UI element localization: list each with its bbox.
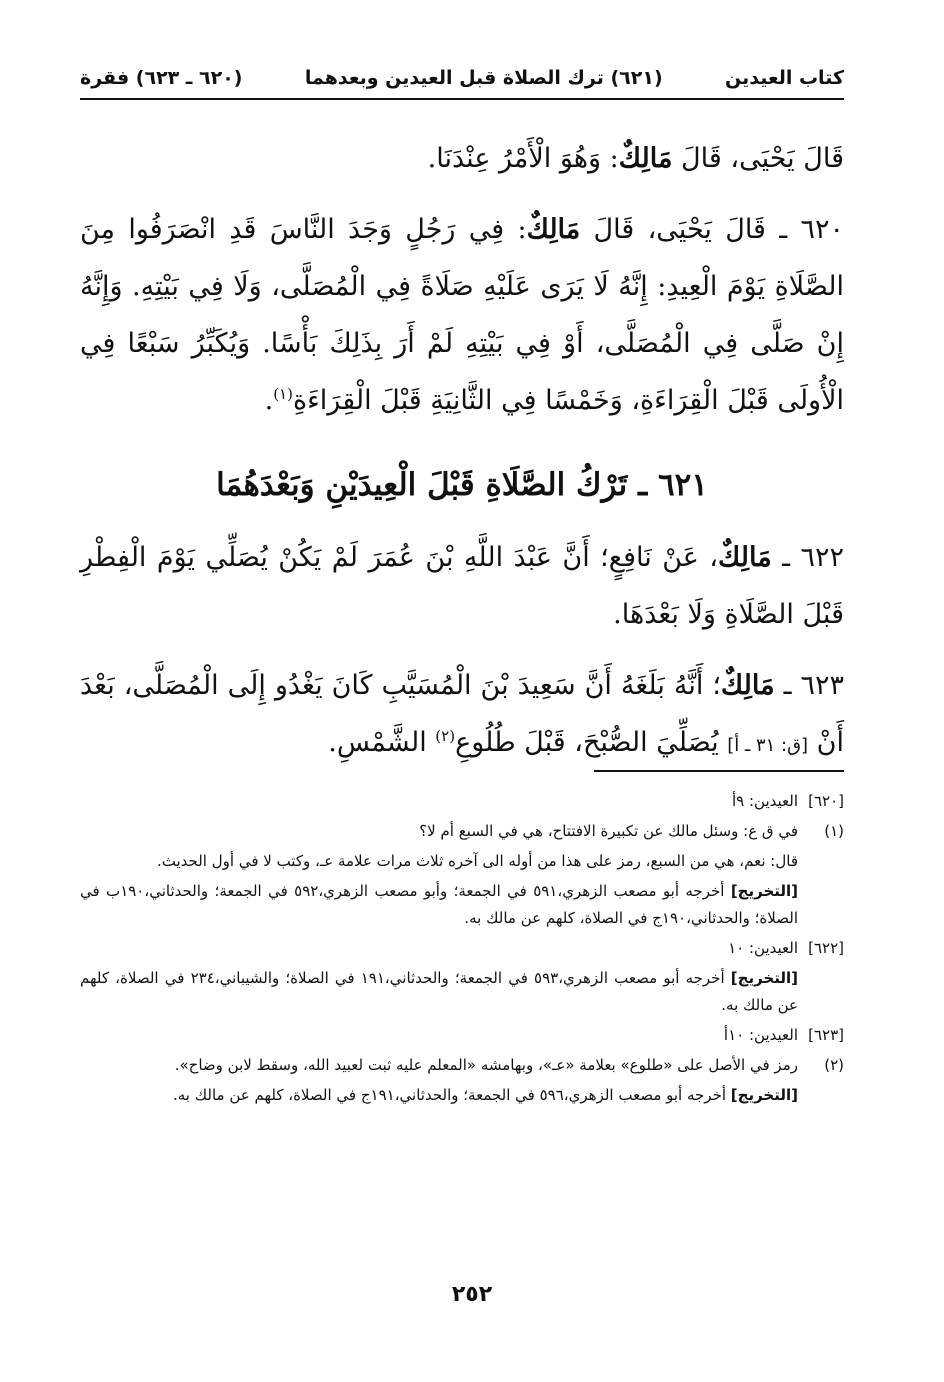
footnote-mark: [٦٢٠] <box>808 792 844 810</box>
footnote-mark: (٢) <box>824 1056 844 1074</box>
name-malik: مَالِكٌ <box>526 214 581 245</box>
footnote-text: في ق ع: وسئل مالك عن تكبيرة الافتتاح، هي في السبع أم لا؟ <box>419 822 798 840</box>
takhrij-622 <box>80 965 844 1019</box>
footnotes <box>80 788 844 1112</box>
takhrij-2 <box>80 1082 844 1109</box>
paragraph-622 <box>80 529 844 643</box>
text-segment: ؛ أَنَّهُ بَلَغَهُ أَنَّ سَعِيدَ بْنَ الْمُسَيَّبِ كَانَ يَغْدُو إِلَى الْمُصَلَّى، بَعْدَ أَنْ <box>80 670 844 758</box>
footnote-622 <box>80 935 844 962</box>
running-header <box>80 58 844 100</box>
footnote-mark: [٦٢٣] <box>808 1026 844 1044</box>
paragraph-623 <box>80 657 844 774</box>
takhrij-1 <box>80 878 844 932</box>
name-malik: مَالِكٌ <box>618 143 673 174</box>
manuscript-folio-ref: [ق: ٣١ ـ أ] <box>727 735 809 756</box>
text-segment: ٦٢٢ ـ <box>771 542 844 573</box>
footnote-2 <box>80 1052 844 1079</box>
header-book-title: كتاب العيدين <box>725 67 844 89</box>
chapter-heading-621: ٦٢١ ـ تَرْكُ الصَّلَاةِ قَبْلَ الْعِيدَيْنِ وَبَعْدَهُمَا <box>216 467 708 503</box>
text-segment: ٦٢٠ ـ قَالَ يَحْيَى، قَالَ <box>580 214 844 245</box>
paragraph-620 <box>80 201 844 429</box>
takhrij-label: [التخريج] <box>730 882 799 900</box>
takhrij-label: [التخريج] <box>730 969 798 987</box>
footnote-mark: (١) <box>824 822 844 840</box>
text-segment: يُصَلِّيَ الصُّبْحَ، قَبْلَ طُلُوعِ <box>455 727 728 758</box>
paragraph-intro <box>80 130 844 187</box>
footnote-text-continued: قال: نعم، هي من السبع، رمز على هذا من أوله الى آخره ثلاث مرات علامة عـ، وكتب لا في أول الحديث. <box>157 852 798 870</box>
name-malik: مَالِكٌ <box>718 542 772 573</box>
name-malik: مَالِكٌ <box>720 670 775 701</box>
main-text <box>80 130 844 788</box>
page-number: ٢٥٢ <box>451 1282 493 1307</box>
footnote-620 <box>80 788 844 815</box>
footnote-divider <box>594 770 844 772</box>
text-segment: : وَهُوَ الْأَمْرُ عِنْدَنَا. <box>427 143 619 174</box>
takhrij-text: أخرجه أبو مصعب الزهري،٥٩٣ في الجمعة؛ والحدثاني،١٩١ في الصلاة؛ والشيباني،٢٣٤ في الصلاة، كلهم عن مالك به. <box>80 969 798 1014</box>
footnote-mark: [٦٢٢] <box>808 939 844 957</box>
text-segment: ، عَنْ نَافِعٍ؛ أَنَّ عَبْدَ اللَّهِ بْنَ عُمَرَ لَمْ يَكُنْ يُصَلِّي يَوْمَ الْفِطْرِ قَبْلَ الصَّلَاةِ وَلَا بَعْدَهَا. <box>80 542 844 630</box>
text-segment: قَالَ يَحْيَى، قَالَ <box>672 143 844 174</box>
footnote-marker-1[interactable]: (١) <box>273 385 293 403</box>
takhrij-label: [التخريج] <box>730 1086 798 1104</box>
text-segment: : فِي رَجُلٍ وَجَدَ النَّاسَ قَدِ انْصَرَفُوا مِنَ الصَّلَاةِ يَوْمَ الْعِيدِ: إِنَّهُ لَا يَرَى عَلَيْهِ صَلَاةً فِي الْمُصَلَّى، وَلَا فِي بَيْتِهِ. وَإِنَّهُ إِنْ صَلَّى فِي الْمُصَلَّى، أَوْ فِي بَيْتِهِ لَمْ أَرَ بِذَلِكَ بَأْسًا. وَيُكَبِّرُ سَبْعًا فِي الْأُولَى قَبْلَ الْقِرَاءَةِ، وَخَمْسًا فِي الثَّانِيَةِ قَبْلَ الْقِرَاءَةِ <box>80 214 844 416</box>
footnote-623 <box>80 1022 844 1049</box>
footnote-text: العيدين: ١٠ <box>728 939 798 957</box>
text-segment: . <box>264 385 274 416</box>
text-segment: الشَّمْسِ. <box>328 727 436 758</box>
footnote-text: العيدين: ٩أ <box>731 792 798 810</box>
takhrij-text: أخرجه أبو مصعب الزهري،٥٩١ في الجمعة؛ وأبو مصعب الزهري،٥٩٢ في الجمعة؛ والحدثاني،١٩٠ب في الصلاة؛ والحدثاني،١٩٠ج في الصلاة، كلهم عن مالك به. <box>80 882 798 927</box>
footnote-1 <box>80 818 844 845</box>
footnote-marker-2[interactable]: (٢) <box>435 727 456 745</box>
header-chapter-title: (٦٢١) ترك الصلاة قبل العيدين وبعدهما <box>304 67 663 89</box>
footnote-text: رمز في الأصل على «طلوع» بعلامة «عـ»، وبهامشه «المعلم عليه ثبت لعبيد الله، وسقط لابن وضاح». <box>174 1056 798 1074</box>
header-paragraph-range: (٦٢٠ ـ ٦٢٣) فقرة <box>80 67 243 89</box>
takhrij-text: أخرجه أبو مصعب الزهري،٥٩٦ في الجمعة؛ والحدثاني،١٩١ج في الصلاة، كلهم عن مالك به. <box>172 1086 731 1104</box>
text-segment: ٦٢٣ ـ <box>774 670 845 701</box>
footnote-text: العيدين: ١٠أ <box>723 1026 798 1044</box>
